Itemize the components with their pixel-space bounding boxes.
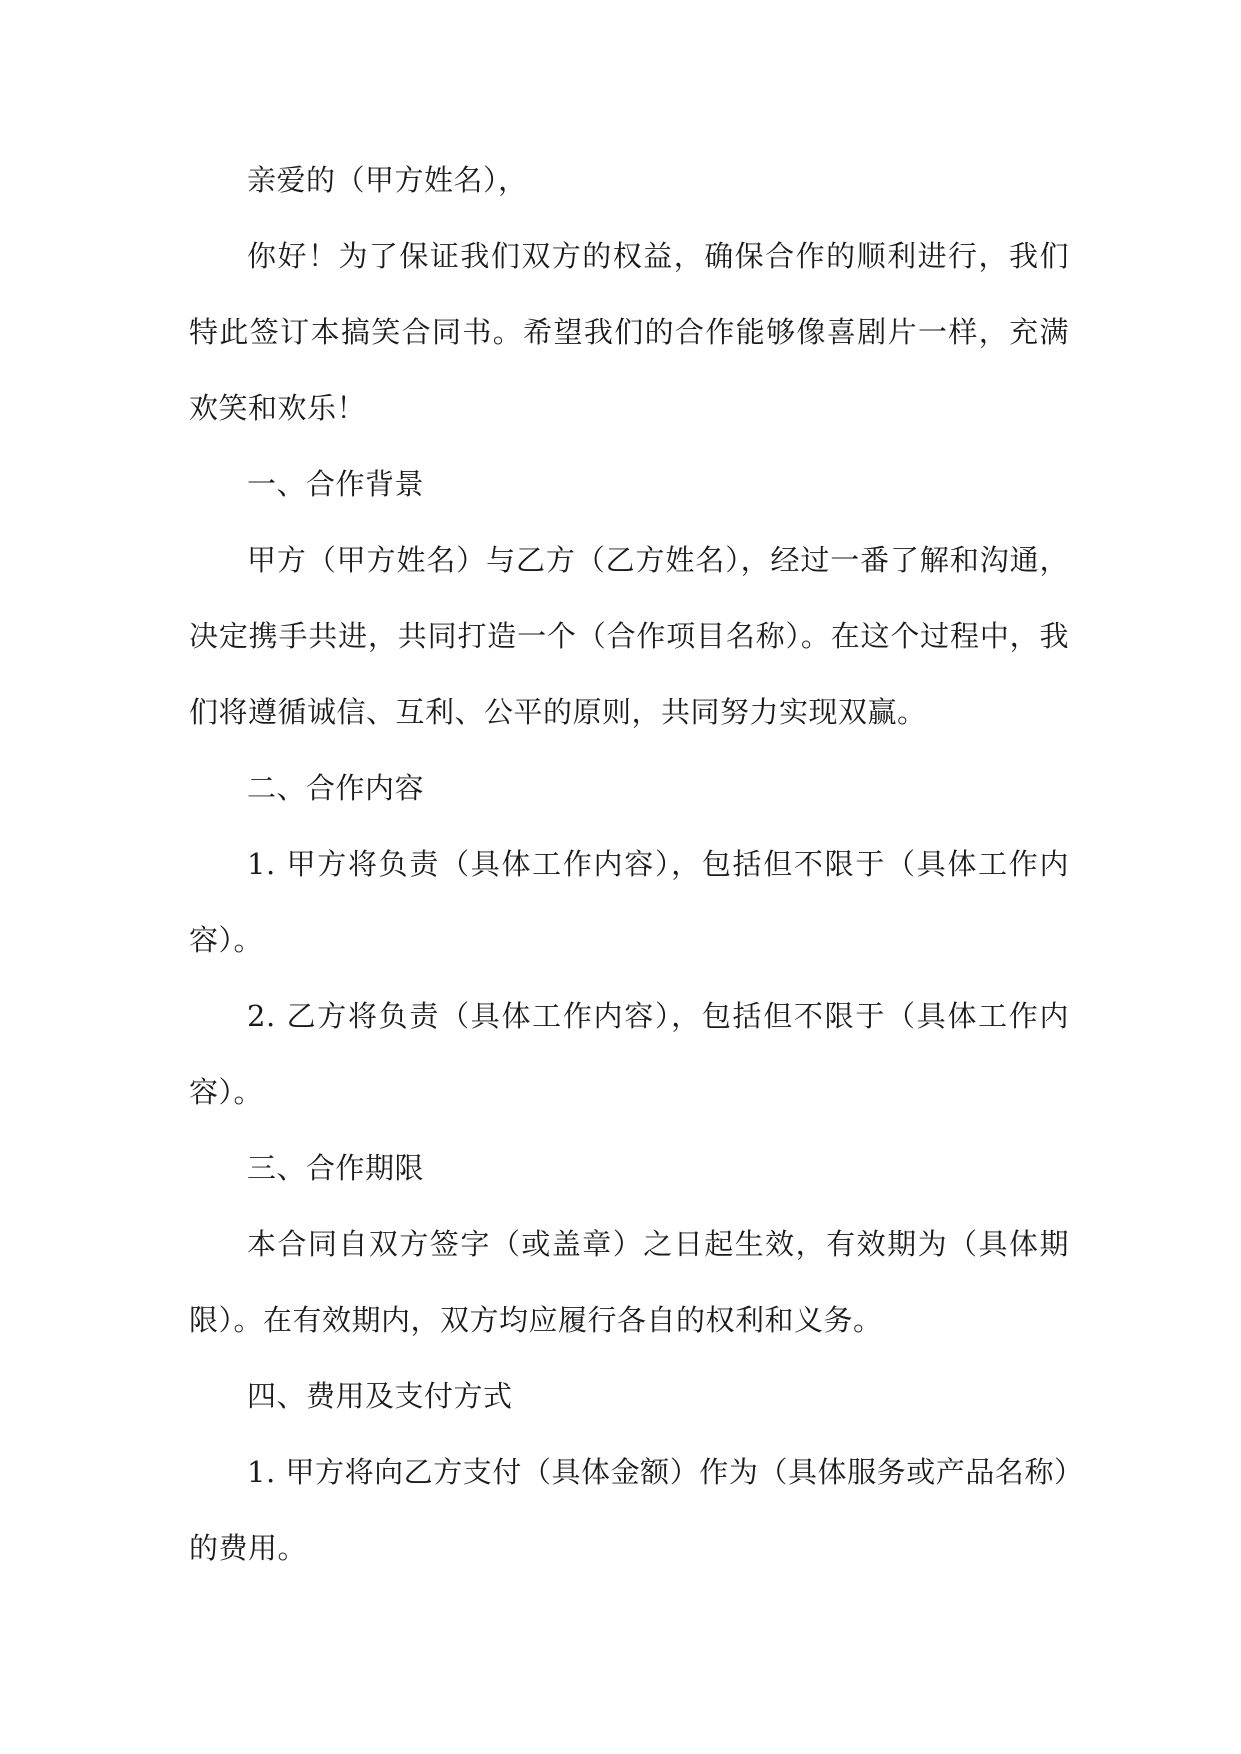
section-heading-fees: 四、费用及支付方式	[247, 1379, 513, 1413]
fees-item-1: 1. 甲方将向乙方支付（具体金额）作为（具体服务或产品名称）的费用。	[189, 1455, 1069, 1565]
section-heading-term: 三、合作期限	[247, 1151, 425, 1185]
intro-paragraph: 你好！为了保证我们双方的权益，确保合作的顺利进行，我们特此签订本搞笑合同书。希望我们的合作能够像喜剧片一样，充满欢笑和欢乐！	[189, 239, 1069, 425]
salutation: 亲爱的（甲方姓名），	[247, 163, 528, 197]
term-paragraph: 本合同自双方签字（或盖章）之日起生效，有效期为（具体期限）。在有效期内，双方均应履行各自的权利和义务。	[189, 1227, 1069, 1337]
document-body	[189, 142, 1069, 1586]
content-item-1: 1. 甲方将负责（具体工作内容），包括但不限于（具体工作内容）。	[189, 847, 1069, 957]
section-heading-background: 一、合作背景	[247, 467, 425, 501]
content-item-2: 2. 乙方将负责（具体工作内容），包括但不限于（具体工作内容）。	[189, 999, 1069, 1109]
background-paragraph: 甲方（甲方姓名）与乙方（乙方姓名），经过一番了解和沟通，决定携手共进，共同打造一个（合作项目名称）。在这个过程中，我们将遵循诚信、互利、公平的原则，共同努力实现双赢。	[189, 543, 1069, 729]
section-heading-content: 二、合作内容	[247, 771, 425, 805]
